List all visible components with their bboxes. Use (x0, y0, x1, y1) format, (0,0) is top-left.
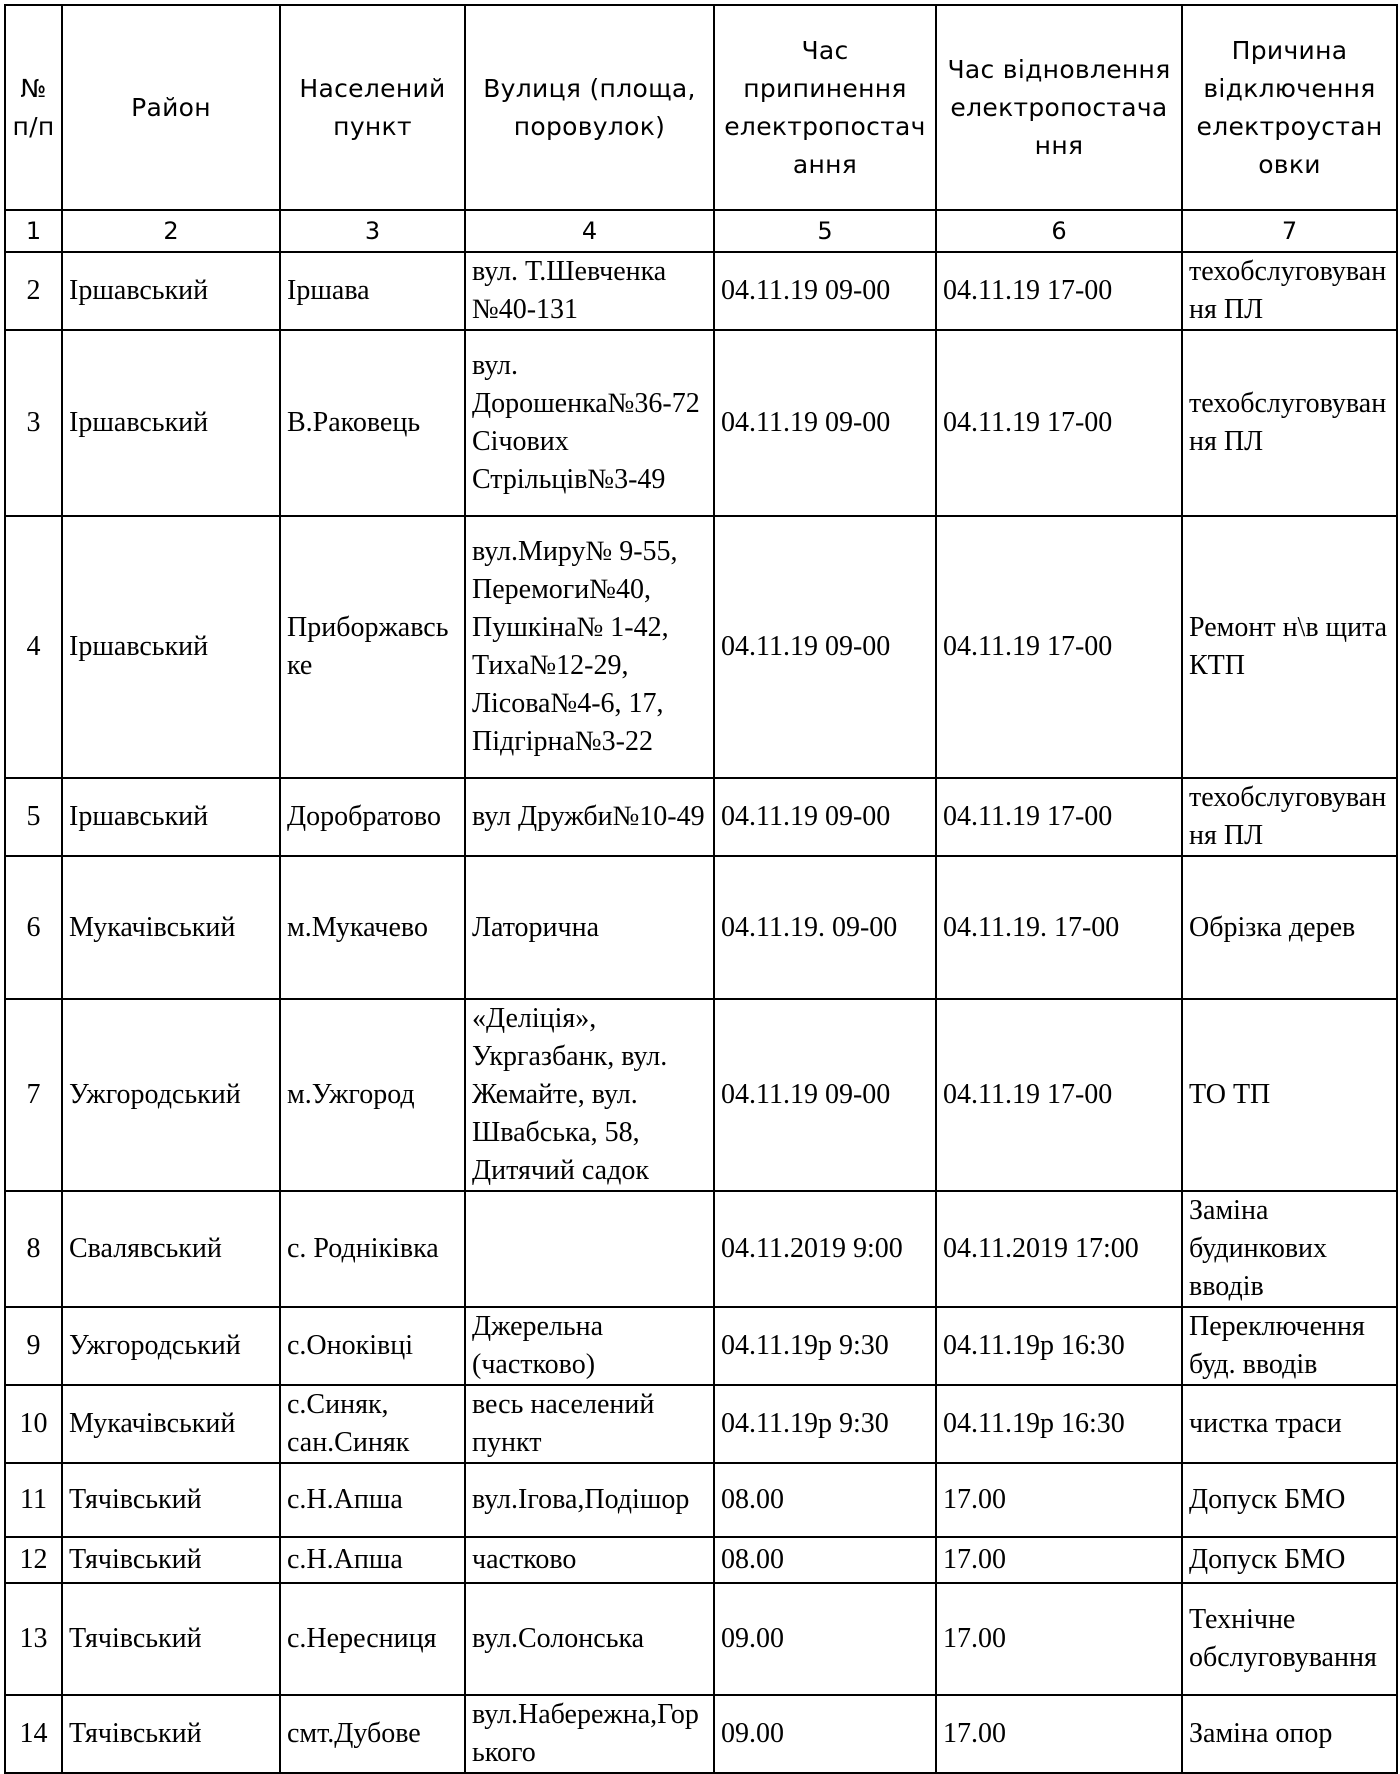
row-number: 14 (5, 1695, 62, 1773)
column-number: 7 (1182, 210, 1397, 252)
district-cell: Тячівський (62, 1537, 280, 1583)
on-time-cell: 17.00 (936, 1695, 1182, 1773)
table-row (5, 1307, 1397, 1385)
off-time-cell: 04.11.19р 9:30 (714, 1307, 936, 1385)
row-number: 5 (5, 778, 62, 856)
street-cell: Латорична (465, 856, 714, 999)
table-row (5, 856, 1397, 999)
district-cell: Тячівський (62, 1463, 280, 1537)
district-cell: Мукачівський (62, 856, 280, 999)
district-cell: Свалявський (62, 1191, 280, 1307)
reason-cell: Заміна опор (1182, 1695, 1397, 1773)
on-time-cell: 04.11.19 17-00 (936, 778, 1182, 856)
table-row (5, 1583, 1397, 1695)
row-number: 9 (5, 1307, 62, 1385)
district-cell: Іршавський (62, 330, 280, 516)
header-on-time: Час відновлення електропостачання (936, 5, 1182, 210)
on-time-cell: 04.11.2019 17:00 (936, 1191, 1182, 1307)
row-number: 6 (5, 856, 62, 999)
on-time-cell: 04.11.19 17-00 (936, 999, 1182, 1191)
on-time-cell: 04.11.19р 16:30 (936, 1385, 1182, 1463)
reason-cell: ТО ТП (1182, 999, 1397, 1191)
district-cell: Тячівський (62, 1695, 280, 1773)
on-time-cell: 17.00 (936, 1463, 1182, 1537)
reason-cell: техобслуговування ПЛ (1182, 252, 1397, 330)
table-row (5, 1695, 1397, 1773)
settlement-cell: м.Мукачево (280, 856, 465, 999)
off-time-cell: 08.00 (714, 1537, 936, 1583)
settlement-cell: с.Н.Апша (280, 1537, 465, 1583)
district-cell: Іршавський (62, 778, 280, 856)
settlement-cell: с. Родніківка (280, 1191, 465, 1307)
on-time-cell: 17.00 (936, 1583, 1182, 1695)
settlement-cell: смт.Дубове (280, 1695, 465, 1773)
settlement-cell: Доробратово (280, 778, 465, 856)
off-time-cell: 04.11.19 09-00 (714, 330, 936, 516)
table-row (5, 999, 1397, 1191)
district-cell: Мукачівський (62, 1385, 280, 1463)
row-number: 4 (5, 516, 62, 778)
off-time-cell: 04.11.19. 09-00 (714, 856, 936, 999)
street-cell: вул Дружби№10-49 (465, 778, 714, 856)
header-street: Вулиця (площа, поровулок) (465, 5, 714, 210)
settlement-cell: Іршава (280, 252, 465, 330)
street-cell: вул.Набережна,Горького (465, 1695, 714, 1773)
row-number: 7 (5, 999, 62, 1191)
column-number: 3 (280, 210, 465, 252)
off-time-cell: 04.11.2019 9:00 (714, 1191, 936, 1307)
column-number: 6 (936, 210, 1182, 252)
on-time-cell: 17.00 (936, 1537, 1182, 1583)
column-number: 2 (62, 210, 280, 252)
reason-cell: техобслуговування ПЛ (1182, 330, 1397, 516)
table-row (5, 1463, 1397, 1537)
reason-cell: чистка траси (1182, 1385, 1397, 1463)
outage-table (4, 4, 1398, 1774)
district-cell: Іршавський (62, 516, 280, 778)
reason-cell: Переключення буд. вводів (1182, 1307, 1397, 1385)
district-cell: Тячівський (62, 1583, 280, 1695)
reason-cell: техобслуговування ПЛ (1182, 778, 1397, 856)
table-row (5, 1191, 1397, 1307)
on-time-cell: 04.11.19р 16:30 (936, 1307, 1182, 1385)
reason-cell: Допуск БМО (1182, 1537, 1397, 1583)
off-time-cell: 08.00 (714, 1463, 936, 1537)
district-cell: Іршавський (62, 252, 280, 330)
row-number: 3 (5, 330, 62, 516)
street-cell: Джерельна (частково) (465, 1307, 714, 1385)
street-cell: вул. Т.Шевченка №40-131 (465, 252, 714, 330)
header-settlement: Населений пункт (280, 5, 465, 210)
table-row (5, 1385, 1397, 1463)
settlement-cell: В.Раковець (280, 330, 465, 516)
table-row (5, 516, 1397, 778)
table-row (5, 252, 1397, 330)
reason-cell: Технічне обслуговування (1182, 1583, 1397, 1695)
on-time-cell: 04.11.19 17-00 (936, 330, 1182, 516)
column-number: 1 (5, 210, 62, 252)
table-row (5, 778, 1397, 856)
street-cell: частково (465, 1537, 714, 1583)
reason-cell: Обрізка дерев (1182, 856, 1397, 999)
row-number: 12 (5, 1537, 62, 1583)
column-number: 5 (714, 210, 936, 252)
on-time-cell: 04.11.19 17-00 (936, 516, 1182, 778)
settlement-cell: с.Нересниця (280, 1583, 465, 1695)
off-time-cell: 09.00 (714, 1695, 936, 1773)
district-cell: Ужгородський (62, 1307, 280, 1385)
settlement-cell: с.Оноківці (280, 1307, 465, 1385)
off-time-cell: 04.11.19 09-00 (714, 516, 936, 778)
header-reason: Причина відключення електроустановки (1182, 5, 1397, 210)
off-time-cell: 04.11.19 09-00 (714, 252, 936, 330)
street-cell: вул.Солонська (465, 1583, 714, 1695)
column-number-row (5, 210, 1397, 252)
street-cell: вул. Дорошенка№36-72 Січових Стрільців№3-49 (465, 330, 714, 516)
table-row (5, 330, 1397, 516)
header-district: Район (62, 5, 280, 210)
header-off-time: Час припинення електропостачання (714, 5, 936, 210)
row-number: 11 (5, 1463, 62, 1537)
off-time-cell: 04.11.19 09-00 (714, 999, 936, 1191)
street-cell: весь населений пункт (465, 1385, 714, 1463)
off-time-cell: 04.11.19 09-00 (714, 778, 936, 856)
row-number: 13 (5, 1583, 62, 1695)
reason-cell: Допуск БМО (1182, 1463, 1397, 1537)
row-number: 8 (5, 1191, 62, 1307)
district-cell: Ужгородський (62, 999, 280, 1191)
street-cell: вул.Миру№ 9-55, Перемоги№40, Пушкіна№ 1-42, Тиха№12-29, Лісова№4-6, 17, Підгірна№3-22 (465, 516, 714, 778)
settlement-cell: с.Н.Апша (280, 1463, 465, 1537)
header-row (5, 5, 1397, 210)
off-time-cell: 09.00 (714, 1583, 936, 1695)
settlement-cell: м.Ужгород (280, 999, 465, 1191)
column-number: 4 (465, 210, 714, 252)
off-time-cell: 04.11.19р 9:30 (714, 1385, 936, 1463)
reason-cell: Ремонт н\в щита КТП (1182, 516, 1397, 778)
settlement-cell: с.Синяк, сан.Синяк (280, 1385, 465, 1463)
on-time-cell: 04.11.19 17-00 (936, 252, 1182, 330)
street-cell (465, 1191, 714, 1307)
street-cell: «Деліція», Укргазбанк, вул. Жемайте, вул. Швабська, 58, Дитячий садок (465, 999, 714, 1191)
header-number: № п/п (5, 5, 62, 210)
street-cell: вул.Ігова,Подішор (465, 1463, 714, 1537)
settlement-cell: Приборжавське (280, 516, 465, 778)
on-time-cell: 04.11.19. 17-00 (936, 856, 1182, 999)
reason-cell: Заміна будинкових вводів (1182, 1191, 1397, 1307)
row-number: 10 (5, 1385, 62, 1463)
row-number: 2 (5, 252, 62, 330)
table-row (5, 1537, 1397, 1583)
